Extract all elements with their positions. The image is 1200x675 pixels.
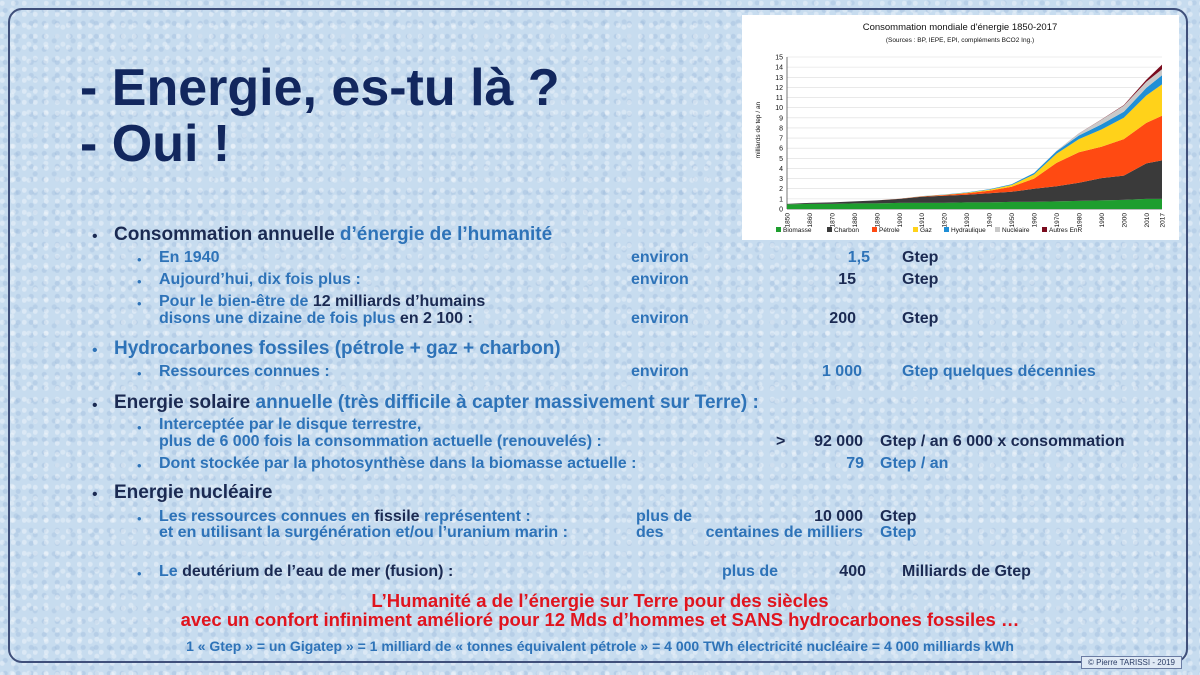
bullet-dot: • bbox=[92, 397, 98, 414]
row-future-value: 200 bbox=[829, 310, 856, 327]
sub-bullet-dot: • bbox=[137, 252, 142, 267]
deuterium-text-b: deutérium de l’eau de mer (fusion) : bbox=[182, 563, 454, 580]
solar-intercepted-value: 92 000 bbox=[814, 433, 863, 450]
nuclear-fissile-line-2: et en utilisant la surgénération et/ou l’uranium marin : bbox=[159, 524, 568, 541]
chart-xtick-label: 1870 bbox=[829, 213, 837, 228]
deuterium-text-a: Le bbox=[159, 563, 183, 580]
copyright-badge: © Pierre TARISSI - 2019 bbox=[1081, 656, 1182, 669]
chart-xtick-label: 1950 bbox=[1009, 213, 1017, 228]
section-1-heading-blue: d’énergie de l’humanité bbox=[339, 224, 553, 245]
chart-xtick-label: 2017 bbox=[1159, 213, 1167, 228]
legend-label: Charbon bbox=[834, 227, 859, 234]
fossil-resources-unit: Gtep quelques décennies bbox=[902, 363, 1096, 380]
nuclear-text-a: Les ressources connues en bbox=[159, 508, 375, 525]
row-future-text-a: Pour le bien-être de bbox=[159, 293, 313, 310]
nuclear-value-1: 10 000 bbox=[814, 508, 863, 525]
row-1940-qualifier: environ bbox=[631, 249, 689, 266]
row-1940-unit: Gtep bbox=[902, 249, 939, 266]
chart-xtick-label: 1900 bbox=[896, 213, 904, 228]
solar-intercepted-line-2: plus de 6 000 fois la consommation actuelle (renouvelés) : bbox=[159, 433, 602, 450]
section-4-heading: Energie nucléaire bbox=[114, 482, 273, 503]
section-3-heading-blue: annuelle (très difficile à capter massivement sur Terre) : bbox=[255, 392, 759, 413]
nuclear-text-c: représentent : bbox=[419, 508, 531, 525]
chart-title: Consommation mondiale d'énergie 1850-2017 bbox=[862, 22, 1058, 33]
chart-xtick-label: 2000 bbox=[1121, 213, 1129, 228]
deuterium-unit: Milliards de Gtep bbox=[902, 563, 1031, 580]
row-today-unit: Gtep bbox=[902, 271, 939, 288]
fossil-resources-value: 1 000 bbox=[821, 363, 862, 380]
row-future-text-c: disons une dizaine de fois plus bbox=[159, 310, 400, 327]
row-today-label: Aujourd’hui, dix fois plus : bbox=[159, 271, 361, 288]
section-3-heading-dark: Energie solaire bbox=[114, 392, 256, 413]
bullet-dot: • bbox=[92, 486, 98, 503]
chart-xtick-label: 1940 bbox=[986, 213, 994, 228]
energy-chart bbox=[742, 15, 1179, 240]
legend-swatch bbox=[827, 227, 832, 232]
bullet-dot: • bbox=[92, 228, 98, 245]
chart-ytick-label: 1 bbox=[779, 196, 783, 204]
chart-xtick-label: 1930 bbox=[964, 213, 972, 228]
legend-label: Pétrole bbox=[879, 227, 900, 234]
legend-swatch bbox=[1042, 227, 1047, 232]
nuclear-unit-1: Gtep bbox=[880, 508, 917, 525]
deuterium-label bbox=[159, 563, 453, 581]
section-2-heading: Hydrocarbones fossiles (pétrole + gaz + charbon) bbox=[114, 338, 561, 359]
chart-xtick-label: 1860 bbox=[807, 213, 814, 228]
fossil-resources-qualifier: environ bbox=[631, 363, 689, 380]
nuclear-qualifier-1: plus de bbox=[636, 508, 693, 525]
chart-ytick-label: 5 bbox=[779, 155, 783, 163]
legend-label: Hydraulique bbox=[951, 227, 986, 234]
chart-ytick-label: 6 bbox=[779, 145, 783, 153]
row-future-line-2 bbox=[159, 310, 473, 328]
legend-label: Autres EnR bbox=[1049, 227, 1083, 234]
legend-swatch bbox=[913, 227, 918, 232]
chart-ytick-label: 9 bbox=[779, 115, 783, 123]
biomass-value: 79 bbox=[846, 455, 864, 472]
section-1-heading bbox=[114, 224, 552, 246]
row-today-qualifier: environ bbox=[631, 271, 689, 288]
sub-bullet-dot: • bbox=[137, 420, 142, 435]
chart-ytick-label: 11 bbox=[775, 95, 783, 103]
conclusion-line-1: L’Humanité a de l’énergie sur Terre pour des siècles bbox=[371, 590, 829, 611]
chart-ytick-label: 8 bbox=[779, 125, 783, 133]
row-1940-value: 1,5 bbox=[847, 249, 870, 266]
row-future-text-d: en 2 100 : bbox=[399, 310, 473, 327]
chart-xtick-label: 1890 bbox=[874, 213, 882, 228]
row-future-unit: Gtep bbox=[902, 310, 939, 327]
chart-ytick-label: 10 bbox=[775, 105, 783, 113]
sub-bullet-dot: • bbox=[137, 458, 142, 473]
solar-gt-sign: > bbox=[776, 433, 786, 450]
chart-xtick-label: 1850 bbox=[784, 213, 792, 228]
chart-ytick-label: 2 bbox=[779, 186, 783, 194]
title-line-1: - Energie, es-tu là ? bbox=[80, 59, 560, 117]
chart-xtick-label: 2010 bbox=[1143, 213, 1151, 228]
chart-xtick-label: 1960 bbox=[1031, 213, 1039, 228]
deuterium-qualifier: plus de bbox=[722, 563, 779, 580]
chart-xtick-label: 1970 bbox=[1054, 213, 1061, 228]
nuclear-unit-2: Gtep bbox=[880, 524, 917, 541]
sub-bullet-dot: • bbox=[137, 274, 142, 289]
chart-subtitle: (Sources : BP, IEPE, EPI, compléments BCO2 Ing.) bbox=[885, 37, 1035, 44]
legend-label: Biomasse bbox=[783, 227, 812, 234]
legend-label: Gaz bbox=[920, 227, 932, 234]
nuclear-text-b: fissile bbox=[374, 508, 420, 525]
chart-ylabel: milliards de tep / an bbox=[755, 101, 762, 159]
deuterium-value: 400 bbox=[839, 563, 866, 580]
row-future-text-b: 12 milliards d’humains bbox=[312, 293, 486, 310]
nuclear-qualifier-2: des bbox=[636, 524, 664, 541]
energy-chart-svg bbox=[742, 15, 1179, 240]
conclusion-line-2: avec un confort infiniment amélioré pour 12 Mds d’hommes et SANS hydrocarbones fossiles … bbox=[180, 609, 1020, 630]
bullet-dot: • bbox=[92, 342, 98, 359]
biomass-label: Dont stockée par la photosynthèse dans la biomasse actuelle : bbox=[159, 455, 637, 472]
sub-bullet-dot: • bbox=[137, 366, 142, 381]
row-today-value: 15 bbox=[838, 271, 856, 288]
legend-swatch bbox=[872, 227, 877, 232]
chart-xtick-label: 1990 bbox=[1098, 213, 1106, 228]
chart-ytick-label: 3 bbox=[779, 176, 783, 184]
row-1940-label: En 1940 bbox=[159, 249, 220, 266]
nuclear-value-2: centaines de milliers bbox=[705, 524, 863, 541]
solar-intercepted-unit: Gtep / an 6 000 x consommation bbox=[880, 433, 1125, 450]
chart-xtick-label: 1980 bbox=[1076, 213, 1084, 228]
fossil-resources-label: Ressources connues : bbox=[159, 363, 330, 380]
chart-ytick-label: 0 bbox=[779, 206, 783, 214]
chart-ytick-label: 13 bbox=[775, 74, 783, 82]
chart-ytick-label: 7 bbox=[779, 135, 783, 143]
chart-ytick-label: 12 bbox=[775, 84, 783, 92]
sub-bullet-dot: • bbox=[137, 511, 142, 526]
sub-bullet-dot: • bbox=[137, 566, 142, 581]
section-3-heading bbox=[114, 392, 759, 414]
chart-xtick-label: 1910 bbox=[919, 213, 927, 228]
chart-ytick-label: 14 bbox=[775, 64, 783, 72]
row-future-line-1 bbox=[159, 293, 485, 311]
chart-xtick-label: 1920 bbox=[941, 213, 949, 228]
solar-intercepted-line-1: Interceptée par le disque terrestre, bbox=[159, 416, 422, 433]
chart-ytick-label: 4 bbox=[779, 165, 783, 173]
legend-swatch bbox=[944, 227, 949, 232]
section-1-heading-dark: Consommation annuelle bbox=[114, 224, 340, 245]
chart-ytick-label: 15 bbox=[775, 54, 783, 62]
legend-swatch bbox=[776, 227, 781, 232]
sub-bullet-dot: • bbox=[137, 296, 142, 311]
biomass-unit: Gtep / an bbox=[880, 455, 949, 472]
legend-label: Nucléaire bbox=[1002, 227, 1030, 234]
footnote: 1 « Gtep » = un Gigatep » = 1 milliard de « tonnes équivalent pétrole » = 4 000 TWh électricité nucléaire = 4 000 milliards kWh bbox=[186, 638, 1014, 654]
chart-xtick-label: 1880 bbox=[851, 213, 859, 228]
title-line-2: - Oui ! bbox=[80, 115, 231, 173]
legend-swatch bbox=[995, 227, 1000, 232]
row-future-qualifier: environ bbox=[631, 310, 689, 327]
